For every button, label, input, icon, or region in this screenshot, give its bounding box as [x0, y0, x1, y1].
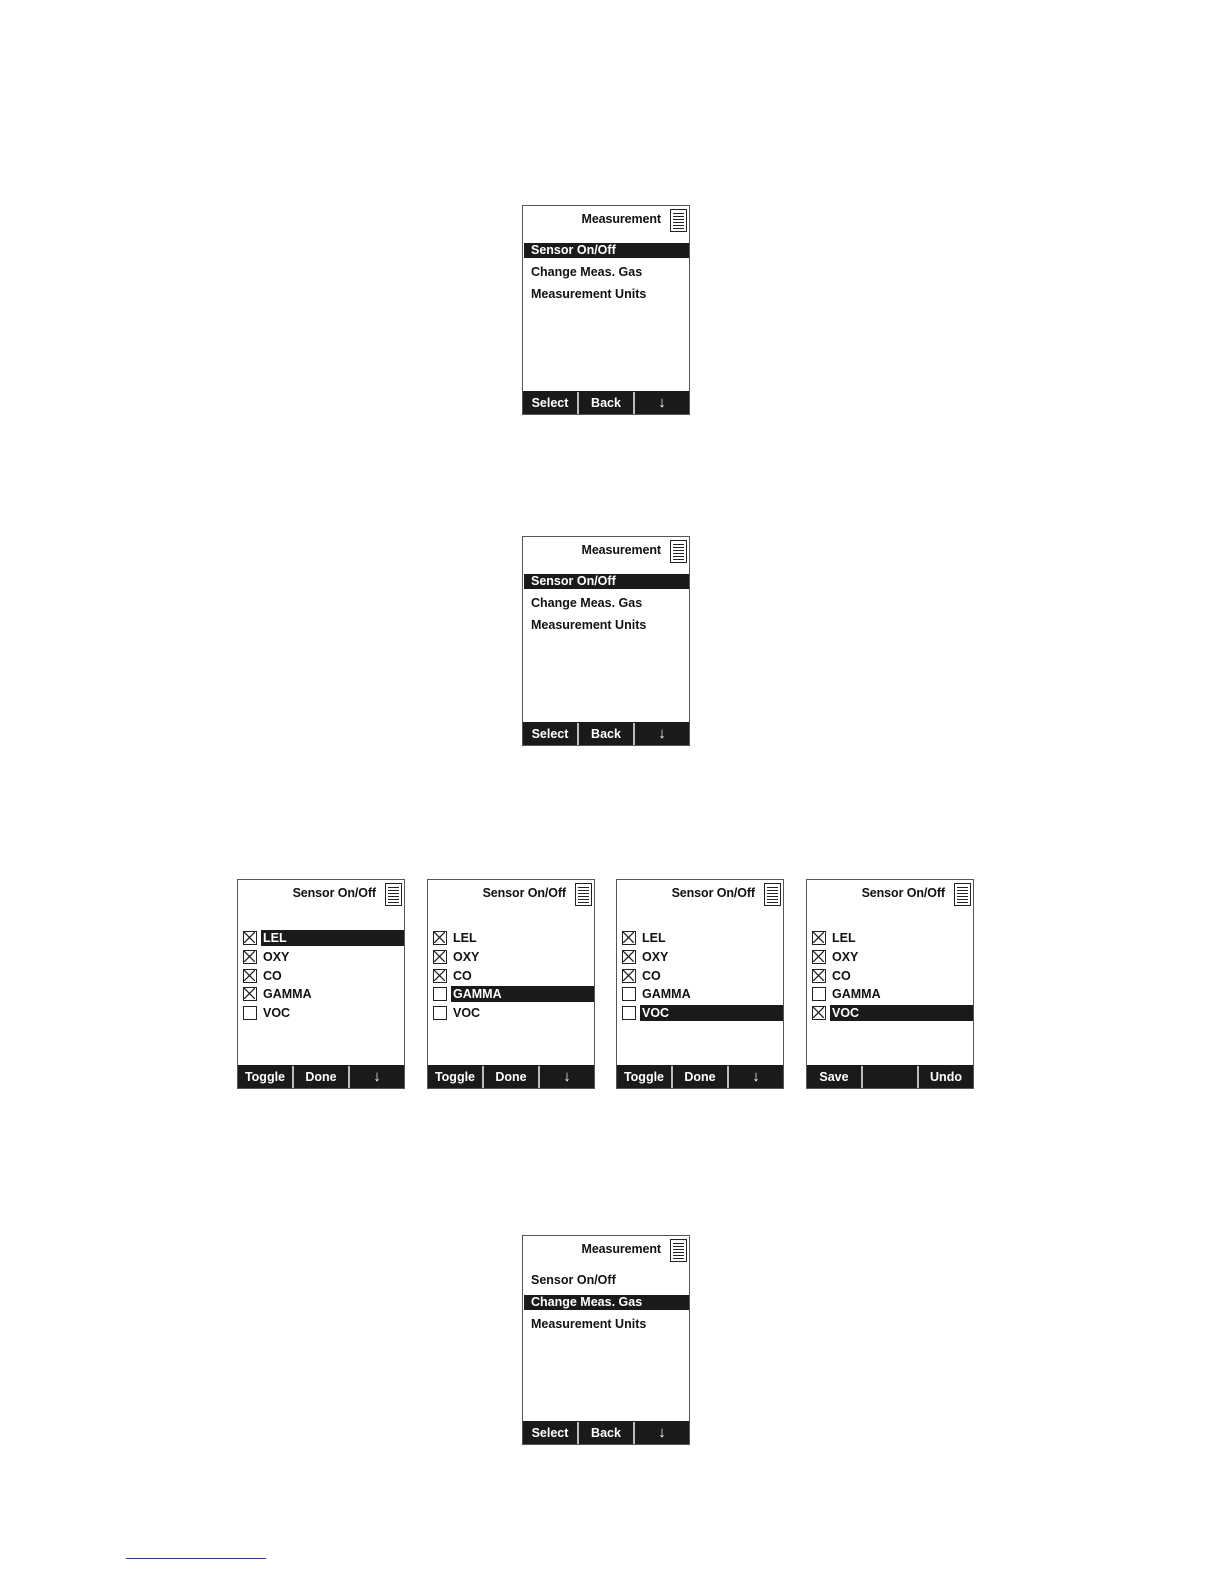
list-icon-line — [767, 902, 778, 903]
sensor-label[interactable]: CO — [453, 969, 472, 983]
list-icon-line — [578, 899, 589, 900]
softkey-bar — [523, 1421, 689, 1444]
list-icon-line — [673, 225, 684, 226]
list-icon — [764, 883, 781, 906]
checkmark-x-icon — [623, 970, 634, 981]
measurement-menu-screen — [522, 1235, 690, 1445]
checkmark-x-icon — [623, 932, 634, 943]
down-arrow-icon[interactable]: ↓ — [635, 392, 689, 414]
sensor-label[interactable]: VOC — [830, 1005, 973, 1021]
sensor-label[interactable]: VOC — [640, 1005, 783, 1021]
menu-item[interactable]: Change Meas. Gas — [524, 1295, 689, 1310]
done-button[interactable]: Done — [294, 1066, 350, 1088]
list-icon-line — [673, 556, 684, 557]
checkmark-x-icon — [244, 932, 255, 943]
sensor-onoff-screen — [616, 879, 784, 1089]
list-icon-line — [957, 899, 968, 900]
list-icon-line — [673, 1252, 684, 1253]
sensor-checkbox[interactable] — [433, 1006, 447, 1020]
checkmark-x-icon — [813, 932, 824, 943]
sensor-label[interactable]: GAMMA — [451, 986, 594, 1002]
sensor-label[interactable]: OXY — [642, 950, 669, 964]
list-icon-line — [673, 553, 684, 554]
down-arrow-icon[interactable]: ↓ — [729, 1066, 783, 1088]
list-icon-line — [767, 896, 778, 897]
toggle-button[interactable]: Toggle — [238, 1066, 294, 1088]
sensor-label[interactable]: CO — [642, 969, 661, 983]
menu-item[interactable]: Change Meas. Gas — [531, 596, 643, 610]
sensor-label[interactable]: LEL — [832, 931, 856, 945]
sensor-checkbox[interactable] — [433, 987, 447, 1001]
sensor-checkbox[interactable] — [622, 969, 636, 983]
sensor-label[interactable]: OXY — [832, 950, 859, 964]
sensor-checkbox[interactable] — [433, 969, 447, 983]
sensor-checkbox[interactable] — [243, 1006, 257, 1020]
screen-title: Measurement — [581, 212, 661, 226]
sensor-checkbox[interactable] — [622, 987, 636, 1001]
menu-item[interactable]: Measurement Units — [531, 1317, 647, 1331]
softkey-bar — [238, 1065, 404, 1088]
sensor-label[interactable]: GAMMA — [832, 987, 881, 1001]
checkmark-x-icon — [813, 951, 824, 962]
blank-softkey[interactable] — [863, 1066, 919, 1088]
softkey-bar — [807, 1065, 973, 1088]
down-arrow-icon[interactable]: ↓ — [635, 723, 689, 745]
checkmark-x-icon — [244, 988, 255, 999]
list-icon-line — [388, 890, 399, 891]
back-button[interactable]: Back — [579, 392, 635, 414]
list-icon-line — [578, 893, 589, 894]
checkmark-x-icon — [434, 970, 445, 981]
list-icon-line — [388, 887, 399, 888]
sensor-checkbox[interactable] — [243, 987, 257, 1001]
list-icon-line — [578, 890, 589, 891]
checkmark-x-icon — [244, 970, 255, 981]
checkmark-x-icon — [434, 951, 445, 962]
checkmark-x-icon — [813, 970, 824, 981]
list-icon-line — [578, 887, 589, 888]
sensor-label[interactable]: OXY — [263, 950, 290, 964]
screen-title: Measurement — [581, 543, 661, 557]
sensor-onoff-screen — [806, 879, 974, 1089]
list-icon-line — [673, 222, 684, 223]
down-arrow-icon[interactable]: ↓ — [540, 1066, 594, 1088]
list-icon-line — [767, 890, 778, 891]
list-icon — [954, 883, 971, 906]
menu-item[interactable]: Sensor On/Off — [531, 1273, 616, 1287]
list-icon-line — [673, 559, 684, 560]
list-icon-line — [957, 893, 968, 894]
sensor-checkbox[interactable] — [812, 1006, 826, 1020]
list-icon-line — [767, 887, 778, 888]
measurement-menu-screen — [522, 536, 690, 746]
sensor-checkbox[interactable] — [243, 931, 257, 945]
down-arrow-icon[interactable]: ↓ — [635, 1422, 689, 1444]
undo-button[interactable]: Undo — [919, 1066, 973, 1088]
done-button[interactable]: Done — [484, 1066, 540, 1088]
sensor-checkbox[interactable] — [243, 950, 257, 964]
list-icon-line — [673, 547, 684, 548]
sensor-label[interactable]: OXY — [453, 950, 480, 964]
list-icon-line — [673, 216, 684, 217]
softkey-bar — [428, 1065, 594, 1088]
back-button[interactable]: Back — [579, 1422, 635, 1444]
checkmark-x-icon — [434, 932, 445, 943]
checkmark-x-icon — [623, 951, 634, 962]
list-icon — [670, 540, 687, 563]
list-icon-line — [673, 550, 684, 551]
list-icon-line — [767, 899, 778, 900]
screen-title: Sensor On/Off — [861, 886, 945, 900]
list-icon-line — [673, 219, 684, 220]
screen-title: Sensor On/Off — [292, 886, 376, 900]
list-icon-line — [673, 544, 684, 545]
select-button[interactable]: Select — [523, 723, 579, 745]
list-icon-line — [673, 1255, 684, 1256]
sensor-label[interactable]: GAMMA — [263, 987, 312, 1001]
list-icon-line — [957, 890, 968, 891]
screen-title: Sensor On/Off — [671, 886, 755, 900]
list-icon-line — [388, 893, 399, 894]
sensor-checkbox[interactable] — [433, 931, 447, 945]
footer-rule — [126, 1558, 266, 1559]
list-icon-line — [578, 896, 589, 897]
list-icon-line — [673, 213, 684, 214]
list-icon-line — [388, 899, 399, 900]
sensor-label[interactable]: VOC — [453, 1006, 481, 1020]
menu-item[interactable]: Sensor On/Off — [524, 243, 689, 258]
list-icon-line — [957, 887, 968, 888]
sensor-checkbox[interactable] — [812, 931, 826, 945]
down-arrow-icon[interactable]: ↓ — [350, 1066, 404, 1088]
sensor-checkbox[interactable] — [622, 950, 636, 964]
list-icon-line — [673, 1249, 684, 1250]
sensor-label[interactable]: GAMMA — [642, 987, 691, 1001]
select-button[interactable]: Select — [523, 1422, 579, 1444]
softkey-bar — [523, 722, 689, 745]
sensor-checkbox[interactable] — [433, 950, 447, 964]
list-icon — [575, 883, 592, 906]
list-icon-line — [957, 902, 968, 903]
sensor-checkbox[interactable] — [812, 950, 826, 964]
softkey-bar — [617, 1065, 783, 1088]
sensor-label[interactable]: CO — [832, 969, 851, 983]
menu-item[interactable]: Sensor On/Off — [524, 574, 689, 589]
toggle-button[interactable]: Toggle — [428, 1066, 484, 1088]
select-button[interactable]: Select — [523, 392, 579, 414]
list-icon-line — [388, 902, 399, 903]
measurement-menu-screen — [522, 205, 690, 415]
softkey-bar — [523, 391, 689, 414]
sensor-checkbox[interactable] — [812, 969, 826, 983]
checkmark-x-icon — [244, 951, 255, 962]
sensor-label[interactable]: LEL — [642, 931, 666, 945]
list-icon — [670, 209, 687, 232]
menu-item[interactable]: Change Meas. Gas — [531, 265, 643, 279]
list-icon-line — [388, 896, 399, 897]
checkmark-x-icon — [813, 1007, 824, 1018]
toggle-button[interactable]: Toggle — [617, 1066, 673, 1088]
screen-title: Sensor On/Off — [482, 886, 566, 900]
list-icon-line — [673, 1258, 684, 1259]
menu-item[interactable]: Measurement Units — [531, 618, 647, 632]
list-icon-line — [673, 228, 684, 229]
sensor-label[interactable]: CO — [263, 969, 282, 983]
sensor-onoff-screen — [237, 879, 405, 1089]
save-button[interactable]: Save — [807, 1066, 863, 1088]
sensor-onoff-screen — [427, 879, 595, 1089]
done-button[interactable]: Done — [673, 1066, 729, 1088]
list-icon-line — [673, 1246, 684, 1247]
list-icon — [385, 883, 402, 906]
list-icon-line — [578, 902, 589, 903]
list-icon — [670, 1239, 687, 1262]
sensor-label[interactable]: LEL — [261, 930, 404, 946]
screen-title: Measurement — [581, 1242, 661, 1256]
sensor-checkbox[interactable] — [243, 969, 257, 983]
back-button[interactable]: Back — [579, 723, 635, 745]
sensor-label[interactable]: LEL — [453, 931, 477, 945]
sensor-checkbox[interactable] — [812, 987, 826, 1001]
list-icon-line — [673, 1243, 684, 1244]
list-icon-line — [767, 893, 778, 894]
sensor-checkbox[interactable] — [622, 1006, 636, 1020]
menu-item[interactable]: Measurement Units — [531, 287, 647, 301]
sensor-checkbox[interactable] — [622, 931, 636, 945]
list-icon-line — [957, 896, 968, 897]
sensor-label[interactable]: VOC — [263, 1006, 291, 1020]
